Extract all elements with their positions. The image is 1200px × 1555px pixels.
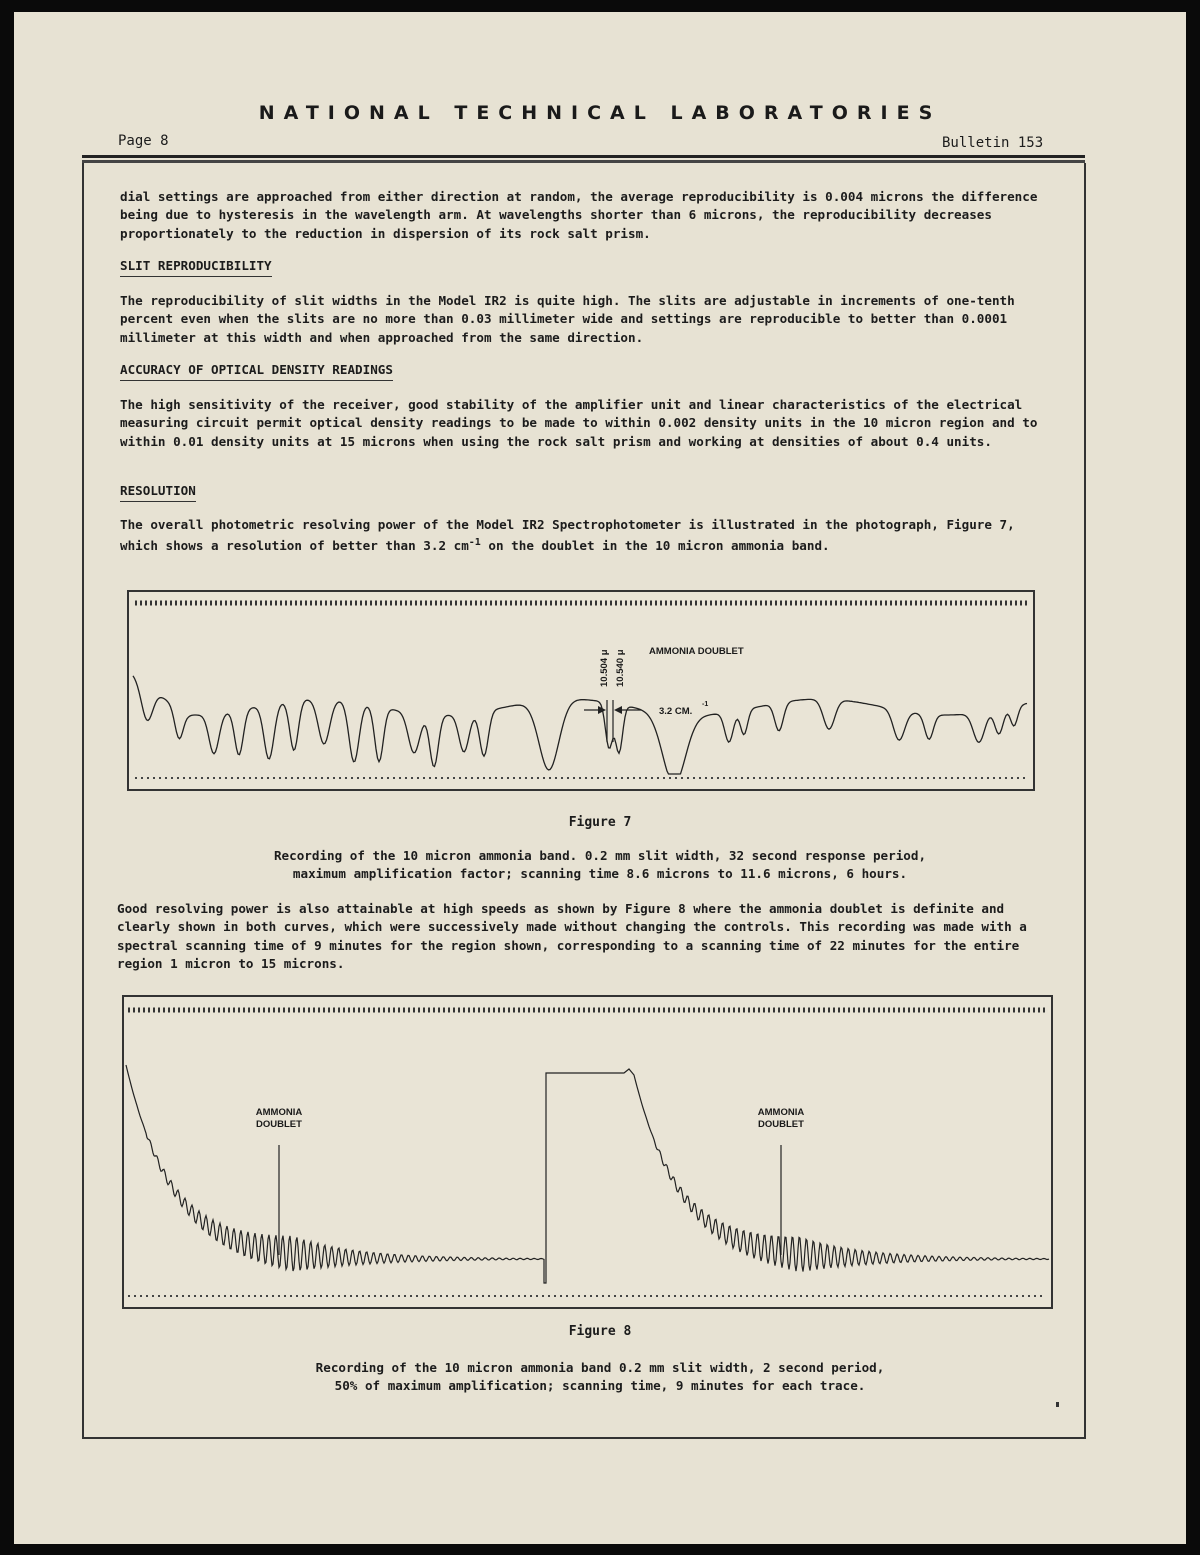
doublet-label-left: DOUBLET [256, 1119, 302, 1130]
accuracy-paragraph: The high sensitivity of the receiver, good stability of the amplifier unit and linear characteristics of the electrical measuring circuit permit optical density readings to be made to within 0.002 density units in the 10 micron region and to within 0.01 density units at 15 microns when using the rock salt prism and working at densities of about 0.4 units. [120, 397, 1038, 449]
figure-8-title: Figure 8 [568, 1324, 632, 1339]
letterhead-title: NATIONAL TECHNICAL LABORATORIES [258, 102, 942, 124]
heading-resolution-text: RESOLUTION [120, 483, 196, 498]
arrowhead-icon [614, 706, 622, 714]
doublet-label-right: DOUBLET [758, 1119, 804, 1130]
wavelength-label-2: 10.540 μ [615, 649, 626, 687]
paper-speck [1056, 1402, 1059, 1407]
figure-7-caption-1: Recording of the 10 micron ammonia band. 0.2 mm slit width, 32 second response period, [273, 848, 927, 863]
ammonia-label-left: AMMONIA [255, 1107, 303, 1118]
slit-paragraph: The reproducibility of slit widths in the Model IR2 is quite high. The slits are adjustable in increments of one-tenth percent even when the slits are no more than 0.03 millimeter wide and settings are reproducible to better than 0.0001 millimeter at this width and when approached from the same direction. [120, 293, 1015, 345]
resolution-text-a: The overall photometric resolving power of the Model IR2 Spectrophotometer is illustrated in the photograph, Figure 7, which shows a resolution of better than 3.2 cm [120, 517, 1015, 554]
figure-8-caption-2: 50% of maximum amplification; scanning time, 9 minutes for each trace. [334, 1378, 866, 1393]
ammonia-label-right: AMMONIA [757, 1107, 805, 1118]
spectrum-trace [133, 676, 1027, 774]
ammonia-doublet-label: AMMONIA DOUBLET [649, 646, 744, 657]
heading-underline [120, 501, 196, 502]
heading-accuracy-text: ACCURACY OF OPTICAL DENSITY READINGS [120, 362, 393, 377]
resolution-paragraph [120, 516, 1040, 556]
figure-8-svg [124, 997, 1051, 1307]
heading-slit-text: SLIT REPRODUCIBILITY [120, 258, 272, 273]
heading-slit [120, 258, 272, 277]
separation-superscript: -1 [702, 701, 709, 708]
resolution-superscript: -1 [468, 537, 481, 549]
heading-accuracy [120, 362, 393, 381]
spectrum-trace [126, 1065, 1049, 1283]
good-resolving-paragraph: Good resolving power is also attainable at high speeds as shown by Figure 8 where the ammonia doublet is definite and clearly shown in both curves, which were successively made without changing the controls. This recording was made with a spectral scanning time of 9 minutes for the region shown, corresponding to a scanning time of 22 minutes for the entire region 1 micron to 15 microns. [117, 901, 1027, 971]
intro-paragraph: dial settings are approached from either direction at random, the average reproducibility is 0.004 microns the difference being due to hysteresis in the wavelength arm. At wavelengths shorter than 6 microns, the reproducibility decreases proportionately to the reduction in dispersion of its rock salt prism. [120, 189, 1038, 241]
resolution-text-b: on the doublet in the 10 micron ammonia band. [480, 538, 830, 554]
separation-label: 3.2 CM. [659, 706, 693, 717]
figure-7-caption-2: maximum amplification factor; scanning time 8.6 microns to 11.6 microns, 6 hours. [292, 866, 908, 881]
figure-7-title: Figure 7 [568, 815, 632, 830]
figure-8-recording [122, 995, 1053, 1309]
bulletin-number: Bulletin 153 [942, 135, 1044, 151]
heading-resolution [120, 483, 196, 502]
page-number: Page 8 [118, 133, 169, 149]
figure-7-svg [129, 592, 1033, 789]
wavelength-label-1: 10.504 μ [599, 649, 610, 687]
figure-8-caption-1: Recording of the 10 micron ammonia band 0.2 mm slit width, 2 second period, [315, 1360, 885, 1375]
heading-underline [120, 276, 272, 277]
heading-underline [120, 380, 393, 381]
header-rule [82, 155, 1085, 158]
figure-7-recording [127, 590, 1035, 791]
